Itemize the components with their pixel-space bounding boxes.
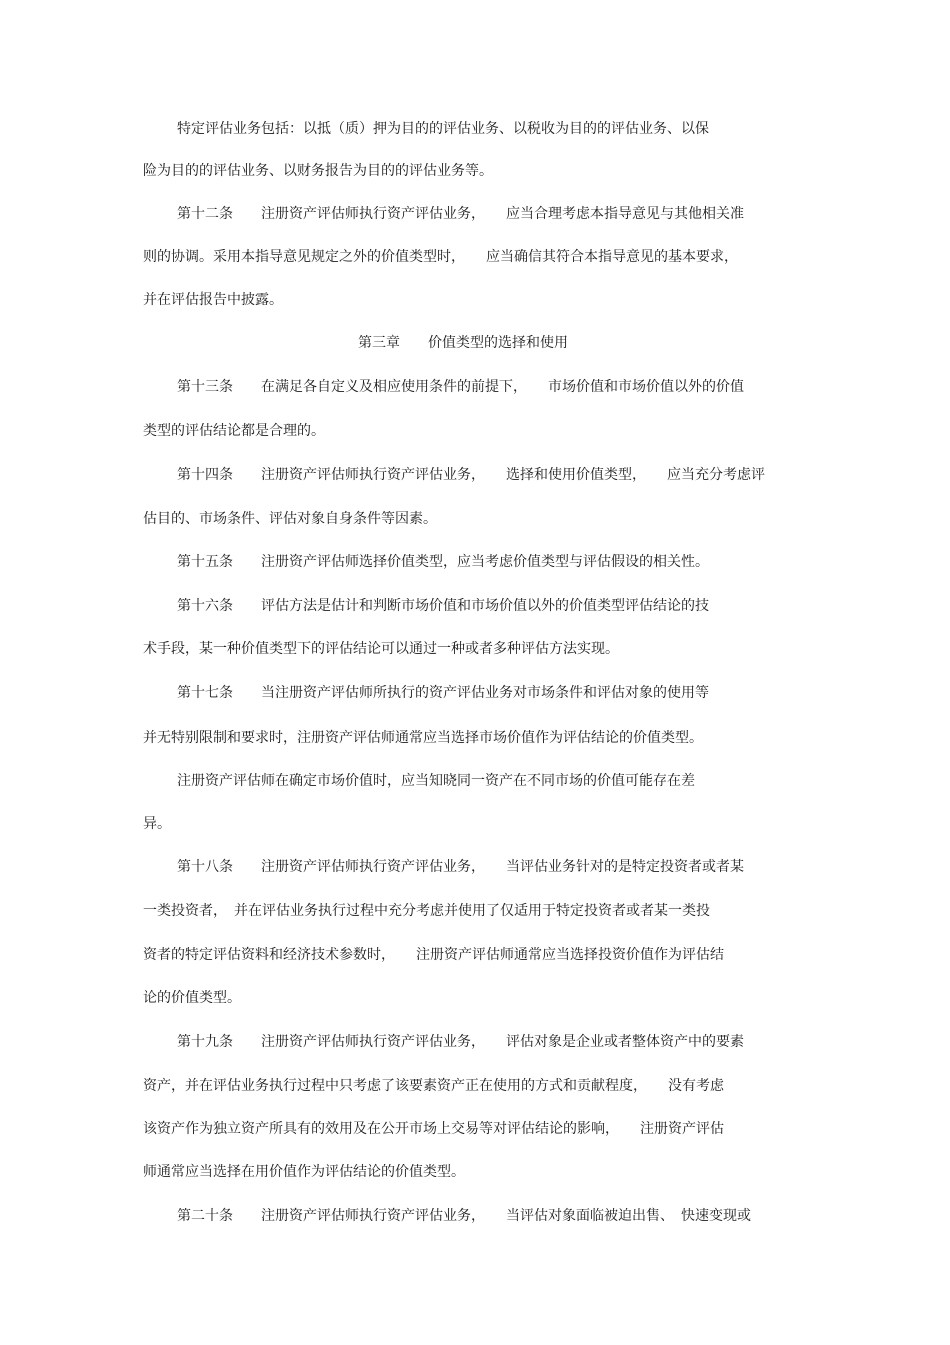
text-line: 第十五条 注册资产评估师选择价值类型，应当考虑价值类型与评估假设的相关性。 xyxy=(177,554,709,570)
text-line: 一类投资者， 并在评估业务执行过程中充分考虑并使用了仅适用于特定投资者或者某一类投 xyxy=(143,903,710,919)
text-line: 险为目的的评估业务、以财务报告为目的的评估业务等。 xyxy=(143,163,493,179)
chapter-heading: 第三章 价值类型的选择和使用 xyxy=(358,335,568,351)
text-line: 异。 xyxy=(143,816,171,832)
text-line: 该资产作为独立资产所具有的效用及在公开市场上交易等对评估结论的影响， 注册资产评估 xyxy=(143,1121,724,1137)
text-line: 特定评估业务包括：以抵（质）押为目的的评估业务、以税收为目的的评估业务、以保 xyxy=(177,121,709,137)
text-line: 论的价值类型。 xyxy=(143,990,241,1006)
text-line: 第二十条 注册资产评估师执行资产评估业务， 当评估对象面临被迫出售、 快速变现或 xyxy=(177,1208,751,1224)
text-line: 并无特别限制和要求时，注册资产评估师通常应当选择市场价值作为评估结论的价值类型。 xyxy=(143,730,703,746)
text-line: 并在评估报告中披露。 xyxy=(143,292,283,308)
text-line: 第十九条 注册资产评估师执行资产评估业务， 评估对象是企业或者整体资产中的要素 xyxy=(177,1034,744,1050)
text-line: 第十四条 注册资产评估师执行资产评估业务， 选择和使用价值类型， 应当充分考虑评 xyxy=(177,467,765,483)
text-line: 第十六条 评估方法是估计和判断市场价值和市场价值以外的价值类型评估结论的技 xyxy=(177,598,709,614)
text-line: 第十八条 注册资产评估师执行资产评估业务， 当评估业务针对的是特定投资者或者某 xyxy=(177,859,744,875)
text-line: 则的协调。采用本指导意见规定之外的价值类型时， 应当确信其符合本指导意见的基本要求， xyxy=(143,249,738,265)
text-line: 第十三条 在满足各自定义及相应使用条件的前提下， 市场价值和市场价值以外的价值 xyxy=(177,379,744,395)
text-line: 资者的特定评估资料和经济技术参数时， 注册资产评估师通常应当选择投资价值作为评估结 xyxy=(143,947,724,963)
text-line: 术手段，某一种价值类型下的评估结论可以通过一种或者多种评估方法实现。 xyxy=(143,641,619,657)
text-line: 第十七条 当注册资产评估师所执行的资产评估业务对市场条件和评估对象的使用等 xyxy=(177,685,709,701)
text-line: 师通常应当选择在用价值作为评估结论的价值类型。 xyxy=(143,1164,465,1180)
text-line: 估目的、市场条件、评估对象自身条件等因素。 xyxy=(143,511,437,527)
text-line: 第十二条 注册资产评估师执行资产评估业务， 应当合理考虑本指导意见与其他相关准 xyxy=(177,206,744,222)
text-line: 注册资产评估师在确定市场价值时，应当知晓同一资产在不同市场的价值可能存在差 xyxy=(177,773,695,789)
text-line: 类型的评估结论都是合理的。 xyxy=(143,423,325,439)
text-line: 资产，并在评估业务执行过程中只考虑了该要素资产正在使用的方式和贡献程度， 没有考虑 xyxy=(143,1078,724,1094)
